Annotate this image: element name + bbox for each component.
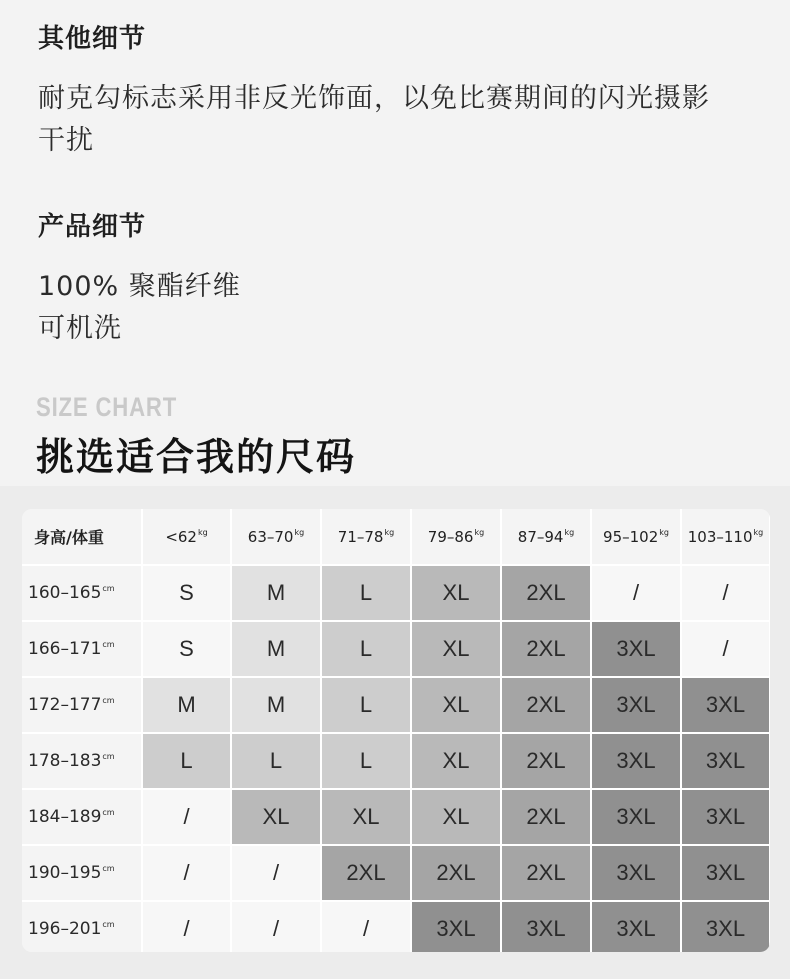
- table-row: [22, 901, 770, 952]
- size-cell: 3XL: [591, 677, 681, 733]
- size-cell: 2XL: [501, 845, 591, 901]
- size-table: [22, 509, 770, 952]
- size-cell: 2XL: [501, 677, 591, 733]
- size-cell: 3XL: [591, 789, 681, 845]
- weight-header-5: $95-102^{kg}$: [591, 509, 681, 565]
- weight-header-3: $79-86^{kg}$: [411, 509, 501, 565]
- size-cell: L: [321, 733, 411, 789]
- size-cell: XL: [411, 733, 501, 789]
- height-header-3: $178-183^{cm}$: [22, 733, 142, 789]
- size-cell: 2XL: [501, 621, 591, 677]
- size-cell: 3XL: [411, 901, 501, 952]
- size-cell: L: [142, 733, 231, 789]
- size-cell: M: [231, 565, 321, 621]
- size-cell: L: [231, 733, 321, 789]
- size-cell: 3XL: [591, 845, 681, 901]
- height-header-2: $172-177^{cm}$: [22, 677, 142, 733]
- product-details-material: 100% 聚酯纤维: [38, 271, 241, 302]
- size-cell: 2XL: [501, 733, 591, 789]
- size-cell: /: [321, 901, 411, 952]
- table-row: [22, 565, 770, 621]
- other-details-title: 其他细节: [38, 24, 147, 54]
- height-header-0: $160-165^{cm}$: [22, 565, 142, 621]
- height-header-5: $190-195^{cm}$: [22, 845, 142, 901]
- weight-header-0: $<62^{kg}$: [142, 509, 231, 565]
- size-cell: /: [231, 901, 321, 952]
- size-cell: 3XL: [501, 901, 591, 952]
- size-cell: /: [681, 565, 770, 621]
- size-cell: 2XL: [411, 845, 501, 901]
- weight-header-2: $71-78^{kg}$: [321, 509, 411, 565]
- product-details-title: 产品细节: [38, 212, 147, 242]
- height-header-4: $184-189^{cm}$: [22, 789, 142, 845]
- size-cell: /: [231, 845, 321, 901]
- product-details-care: 可机洗: [38, 313, 122, 344]
- size-cell: L: [321, 677, 411, 733]
- height-header-1: $166-171^{cm}$: [22, 621, 142, 677]
- size-cell: XL: [411, 565, 501, 621]
- other-details-line-1: 耐克勾标志采用非反光饰面，以免比赛期间的闪光摄影: [38, 83, 710, 114]
- size-table-body: [22, 565, 770, 952]
- weight-header-6: $103-110^{kg}$: [681, 509, 770, 565]
- size-cell: 3XL: [591, 901, 681, 952]
- size-cell: XL: [321, 789, 411, 845]
- size-cell: /: [142, 901, 231, 952]
- size-cell: L: [321, 621, 411, 677]
- size-cell: M: [142, 677, 231, 733]
- table-row: [22, 733, 770, 789]
- size-cell: XL: [411, 677, 501, 733]
- size-table-header-row: [22, 509, 770, 565]
- table-row: [22, 789, 770, 845]
- size-cell: 2XL: [321, 845, 411, 901]
- size-cell: XL: [411, 789, 501, 845]
- size-cell: 3XL: [591, 733, 681, 789]
- other-details-line-2: 干扰: [38, 125, 94, 156]
- size-cell: 2XL: [501, 565, 591, 621]
- size-cell: 3XL: [591, 621, 681, 677]
- size-chart-eyebrow: SIZE CHART: [36, 392, 178, 422]
- size-cell: XL: [411, 621, 501, 677]
- size-cell: /: [681, 621, 770, 677]
- size-cell: L: [321, 565, 411, 621]
- size-chart-title: 挑选适合我的尺码: [36, 435, 357, 479]
- height-header-6: $196-201^{cm}$: [22, 901, 142, 952]
- weight-header-4: $87-94^{kg}$: [501, 509, 591, 565]
- size-cell: S: [142, 621, 231, 677]
- size-cell: XL: [231, 789, 321, 845]
- size-cell: 3XL: [681, 733, 770, 789]
- size-cell: /: [591, 565, 681, 621]
- size-cell: M: [231, 621, 321, 677]
- size-table-corner-label: 身高/体重: [22, 509, 142, 565]
- size-cell: 3XL: [681, 789, 770, 845]
- table-row: [22, 845, 770, 901]
- weight-header-1: $63-70^{kg}$: [231, 509, 321, 565]
- size-cell: M: [231, 677, 321, 733]
- size-cell: S: [142, 565, 231, 621]
- table-row: [22, 621, 770, 677]
- size-cell: 3XL: [681, 677, 770, 733]
- size-cell: 3XL: [681, 901, 770, 952]
- size-chart-card: [22, 509, 770, 952]
- size-cell: /: [142, 789, 231, 845]
- table-row: [22, 677, 770, 733]
- size-cell: /: [142, 845, 231, 901]
- size-cell: 2XL: [501, 789, 591, 845]
- size-cell: 3XL: [681, 845, 770, 901]
